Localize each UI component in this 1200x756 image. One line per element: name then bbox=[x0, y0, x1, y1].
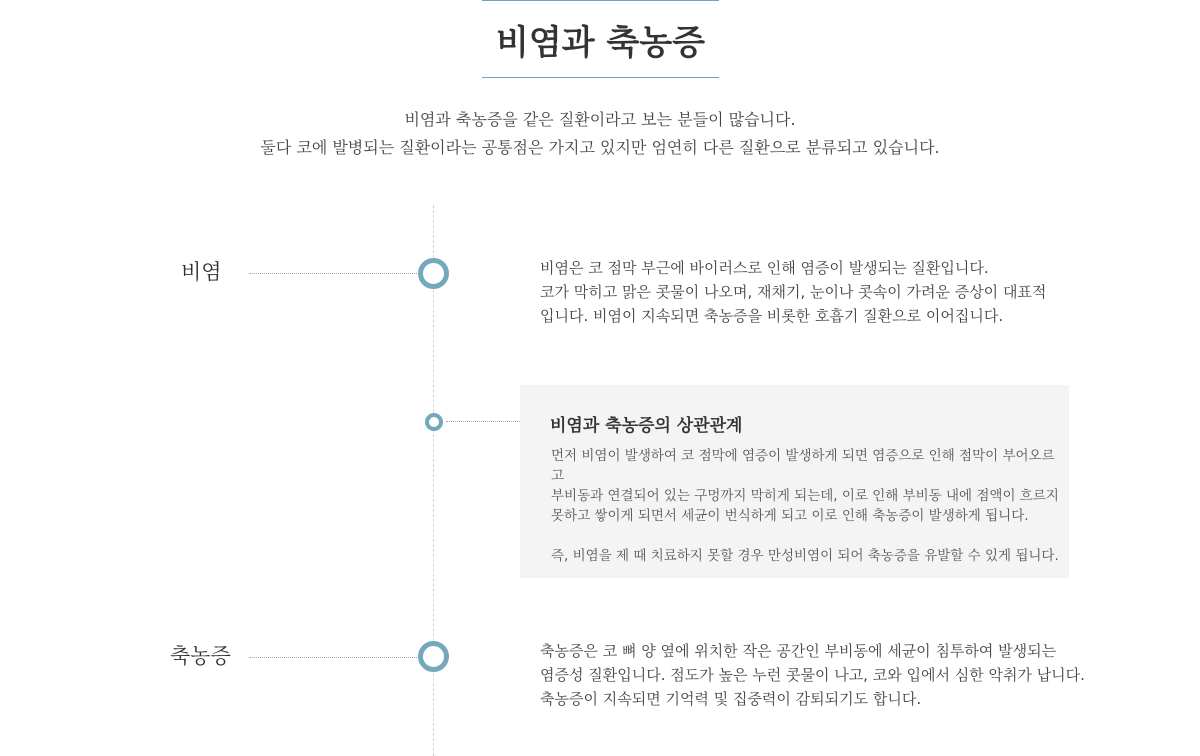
intro-line: 비염과 축농증을 같은 질환이라고 보는 분들이 많습니다. bbox=[404, 110, 796, 129]
relation-body bbox=[551, 446, 1061, 566]
relation-line: 못하고 쌓이게 되면서 세균이 번식하게 되고 이로 인해 축농증이 발생하게 됩니다. bbox=[551, 508, 1029, 524]
paragraph-gap bbox=[551, 526, 1061, 546]
page-title: 비염과 축농증 bbox=[496, 22, 705, 63]
rhinitis-label: 비염 bbox=[181, 260, 222, 284]
description-line: 입니다. 비염이 지속되면 축농증을 비롯한 호흡기 질환으로 이어집니다. bbox=[540, 307, 1004, 325]
rhinitis-timeline-node bbox=[418, 258, 449, 289]
relation-title: 비염과 축농증의 상관관계 bbox=[550, 416, 743, 436]
sinusitis-timeline-node bbox=[418, 641, 449, 672]
relation-line: 부비동과 연결되어 있는 구멍까지 막히게 되는데, 이로 인해 부비동 내에 점액이 흐르지 bbox=[551, 488, 1059, 504]
section-title-box bbox=[482, 0, 719, 78]
relation-connector bbox=[446, 421, 520, 422]
description-line: 염증성 질환입니다. 점도가 높은 누런 콧물이 나고, 코와 입에서 심한 악취가 납니다. bbox=[540, 666, 1085, 684]
intro-text bbox=[0, 106, 1200, 162]
sinusitis-connector bbox=[249, 657, 421, 658]
relation-conclusion: 즉, 비염을 제 때 치료하지 못할 경우 만성비염이 되어 축농증을 유발할 수 있게 됩니다. bbox=[551, 548, 1059, 564]
relation-timeline-node bbox=[425, 413, 443, 431]
rhinitis-description bbox=[540, 256, 1100, 328]
description-line: 비염은 코 점막 부근에 바이러스로 인해 염증이 발생되는 질환입니다. bbox=[540, 259, 989, 277]
description-line: 축농증이 지속되면 기억력 및 집중력이 감퇴되기도 합니다. bbox=[540, 690, 922, 708]
relation-info-box bbox=[520, 385, 1069, 578]
sinusitis-label: 축농증 bbox=[170, 644, 231, 668]
description-line: 코가 막히고 맑은 콧물이 나오며, 재채기, 눈이나 콧속이 가려운 증상이 대표적 bbox=[540, 283, 1047, 301]
sinusitis-description bbox=[540, 639, 1100, 711]
description-line: 축농증은 코 뼈 양 옆에 위치한 작은 공간인 부비동에 세균이 침투하여 발생되는 bbox=[540, 642, 1057, 660]
rhinitis-connector bbox=[249, 273, 421, 274]
relation-line: 먼저 비염이 발생하여 코 점막에 염증이 발생하게 되면 염증으로 인해 점막이 부어오르고 bbox=[551, 448, 1055, 484]
intro-line: 둘다 코에 발병되는 질환이라는 공통점은 가지고 있지만 엄연히 다른 질환으로 분류되고 있습니다. bbox=[260, 138, 940, 157]
